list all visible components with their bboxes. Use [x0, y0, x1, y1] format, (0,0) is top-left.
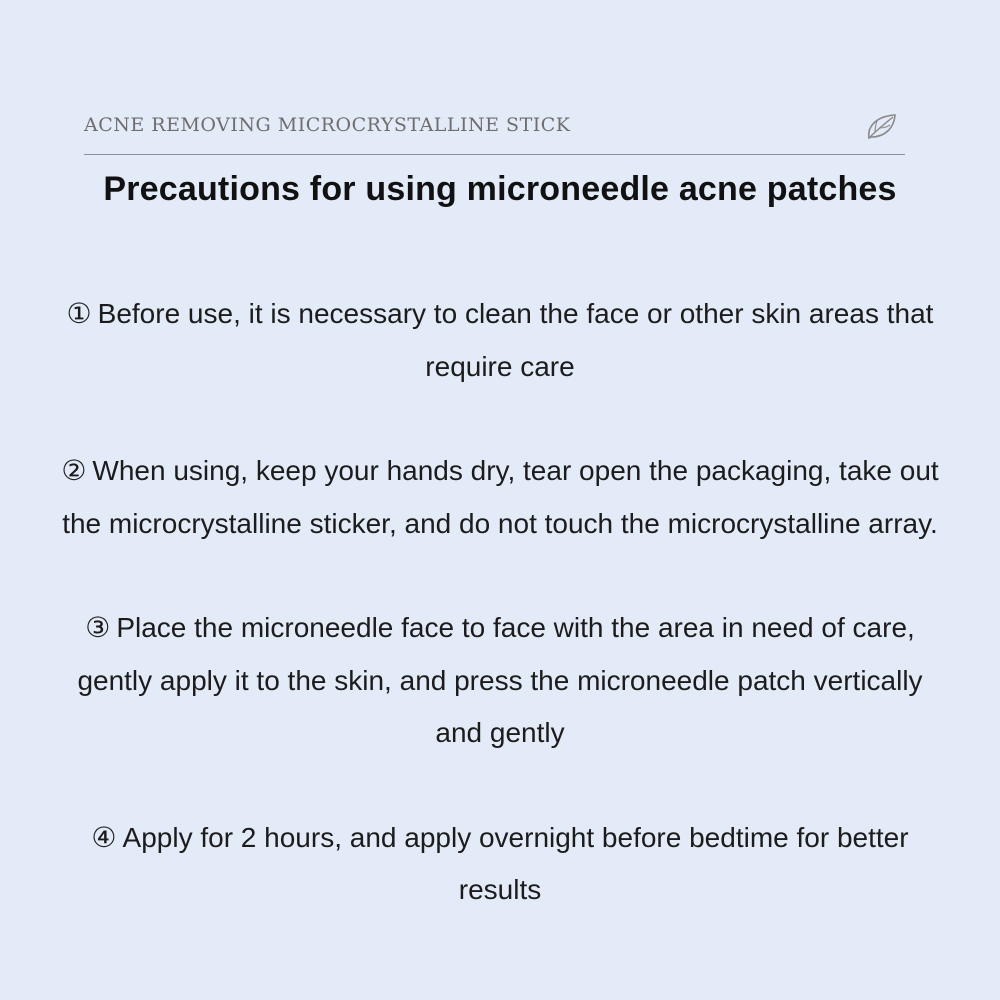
- page-title: Precautions for using microneedle acne patches: [103, 170, 897, 208]
- header-row: [84, 114, 905, 144]
- step-number: ④: [91, 821, 117, 853]
- precaution-step-1: [60, 288, 940, 393]
- header-divider: [84, 154, 905, 155]
- step-number: ③: [85, 612, 111, 643]
- leaf-icon: [863, 112, 899, 142]
- step-text: Apply for 2 hours, and apply overnight before bedtime for better results: [122, 821, 909, 905]
- step-number: ②: [61, 455, 87, 486]
- precautions-list: [60, 288, 940, 917]
- step-text: Place the microneedle face to face with the area in need of care, gently apply it to the skin, and press the microneedle patch vertically and gently: [77, 612, 923, 748]
- precaution-step-3: [60, 602, 940, 760]
- step-text: When using, keep your hands dry, tear open the packaging, take out the microcrystalline sticker, and do not touch the microcrystalline array.: [62, 455, 939, 539]
- step-number: ①: [66, 298, 92, 329]
- brand-heading: ACNE REMOVING MICROCRYSTALLINE STICK: [84, 114, 571, 136]
- precaution-step-2: [60, 445, 940, 550]
- precaution-step-4: [60, 812, 940, 917]
- step-text: Before use, it is necessary to clean the face or other skin areas that require care: [97, 298, 934, 382]
